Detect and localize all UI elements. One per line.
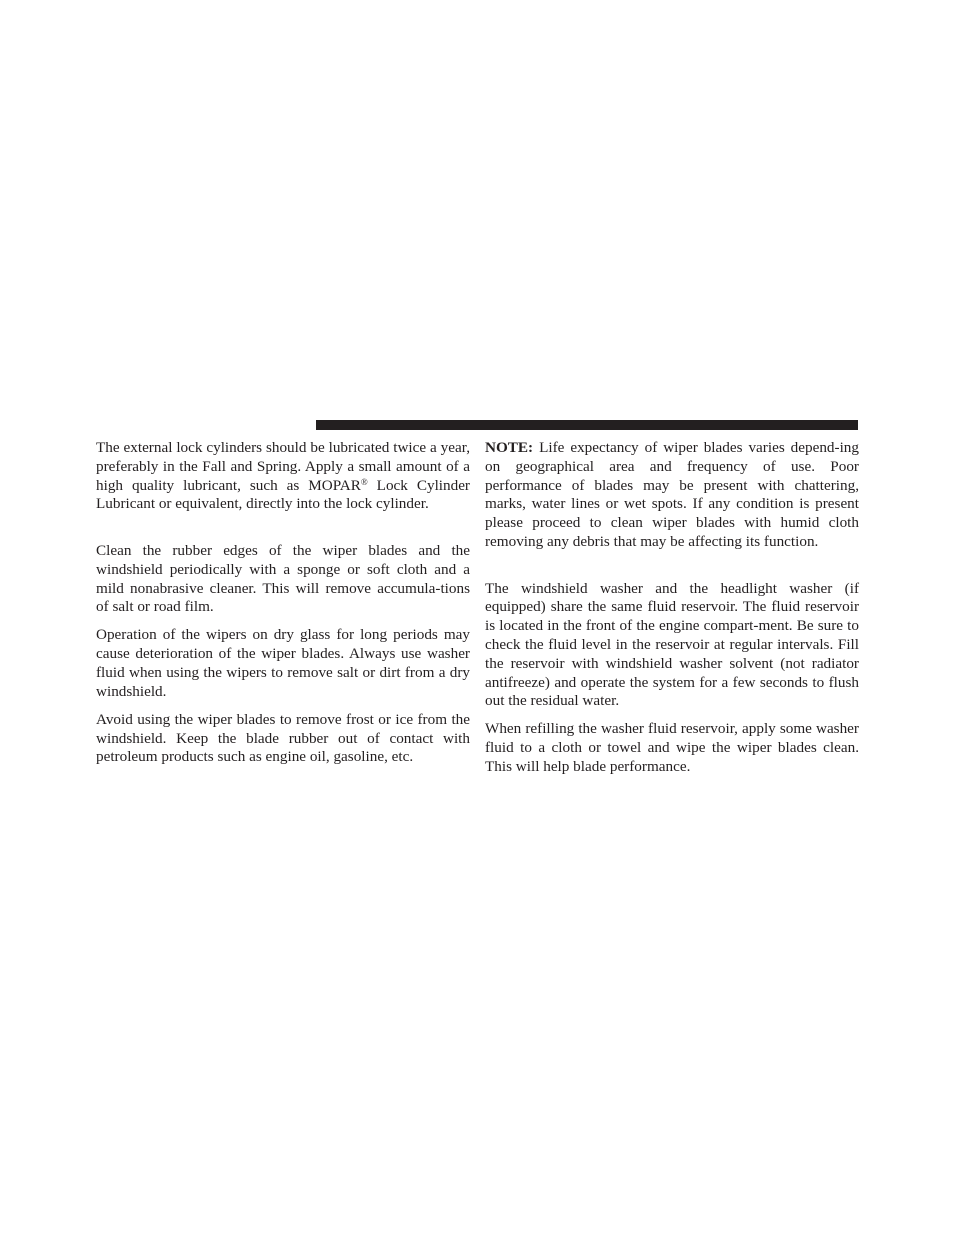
- lock-para-text-end: Lock Cylinder Lubricant or equivalent, directly into the lock cylinder.: [96, 476, 470, 513]
- washer-reservoir-paragraph: The windshield washer and the headlight washer (if equipped) share the same fluid reservoir. The fluid reservoir is located in the front of the engine compart-ment. Be sure to check the fluid level in the reservoir at regular intervals. Fill the reservoir with windshield washer solvent (not radiator antifreeze) and operate the system for a few seconds to flush out the residual water.: [485, 579, 859, 710]
- lock-lubrication-paragraph: [96, 439, 470, 514]
- right-column: [485, 439, 859, 777]
- note-paragraph: [485, 439, 859, 552]
- note-label: NOTE:: [485, 439, 534, 456]
- left-column: [96, 439, 470, 767]
- washer-refill-paragraph: When refilling the washer fluid reservoir, apply some washer fluid to a cloth or towel and wipe the wiper blades clean. This will help blade performance.: [485, 720, 859, 775]
- lock-para-text-start: The external lock cylinders should be lubricated twice a year, preferably in the Fall and Spring. Apply a small amount of a high quality lubricant, such as MOPAR: [96, 439, 470, 494]
- wiper-cleaning-paragraph: Clean the rubber edges of the wiper blades and the windshield periodically with a sponge or soft cloth and a mild nonabrasive cleaner. This will remove accumula-tions of salt or road film.: [96, 541, 470, 616]
- wiper-dry-glass-paragraph: Operation of the wipers on dry glass for long periods may cause deterioration of the wiper blades. Always use washer fluid when using the wipers to remove salt or dirt from a dry windshield.: [96, 626, 470, 700]
- note-text: Life expectancy of wiper blades varies depend-ing on geographical area and frequency of use. Poor performance of blades may be present with chattering, marks, water lines or wet spots. If any condition is present please proceed to clean wiper blades with humid cloth removing any debris that may be affecting its function.: [485, 439, 859, 550]
- wiper-frost-paragraph: Avoid using the wiper blades to remove frost or ice from the windshield. Keep the blade rubber out of contact with petroleum products such as engine oil, gasoline, etc.: [96, 710, 470, 766]
- section-header-bar: [316, 420, 858, 430]
- registered-mark: ®: [360, 476, 368, 487]
